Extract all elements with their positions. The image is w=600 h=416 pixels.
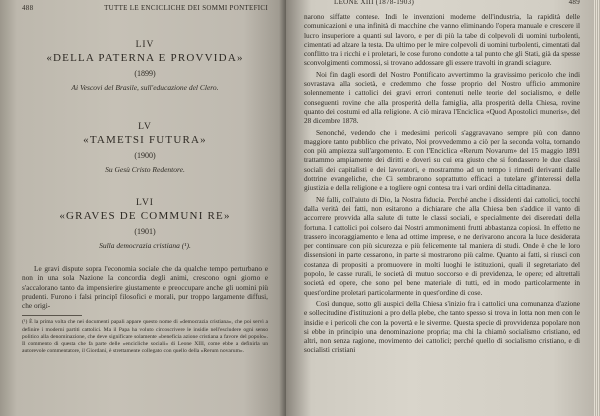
body-paragraph: Noi fin dagli esordi del Nostro Pontificato avvertimmo la gravissimo pericolo che indi sovrastava alla società, e credemmo che fosse proprio del Nostro ufficio ammonire solennemente i cattolici dei gravi errori contenuti nelle teorie del socialismo, e delle conseguenti rovine che alla prosperità della famiglia, alla prosperità della Chiesa, rovine quanto dei costumi ed alla religione. A ciò mirava l'Enciclica «Quod Apostolici muneris», del 28 dicembre 1878. xyxy=(304,69,580,126)
document-number: LV xyxy=(138,122,152,132)
left-running-title: TUTTE LE ENCICLICHE DEI SOMMI PONTEFICI xyxy=(104,4,268,12)
footnote: (¹) È la prima volta che nei documenti papali appare questo nome di «democrazia cristiana», che poi servì a definire i moderni partiti cattolici. Ma il Papa ha voluto circoscrivere le insidie nell'escludere ogni senso politico alla denominazione, che deve significare solamente «beneficia azione cristiana a favore del popolo». Il commento di questa che fa parte delle «encicliche sociali» di Leone XIII, come ebbe a definirla un autorevole commentatore, il Giordani, è strettamente collegato con quello della «Rerum novarum». xyxy=(22,319,268,355)
body-paragraph: Senonché, vedendo che i medesimi pericoli s'aggravavano sempre più con danno maggiore tanto pubblico che privato, Noi provvedemmo a ciò per la seconda volta, tornando con più ampiezza sull'argomento. E con l'Enciclica «Rerum Novarum» del 15 maggio 1891 trattammo ampiamente dei diritti e doveri su cui era giusto che si fondassero le due classi sociali dei capitalisti e dei lavoratori, e mostrammo ad un tempo i rimedi derivanti dalle dottrine evangeliche, che Ci sembrarono soprattutto efficaci a tutelare gl'interessi della giustizia e della religione e a togliere ogni contesa tra i vari ordini della cittadinanza. xyxy=(304,127,580,193)
left-page-number: 488 xyxy=(22,4,34,12)
document-number: LIV xyxy=(135,40,155,50)
document-liv xyxy=(22,40,268,92)
body-paragraph: narono siffatte contese. Indi le invenzioni moderne dell'industria, la rapidità delle comunicazioni e una infinità di macchine che vanno eliminando l'opera manuale e crescere il lucro insuperiore a quanti sul lavoro, e per di più la tabe di colpevoli di uomini turbolenti, cimentati ad alzare la testa. Da ultimo per le mire colpevoli di uomini turbolenti, cimentati dal conflitto tra i ricchi e i proletari, le cose furono condotte a tal punto che gli Stati, già da spesse sconvolgimenti commossi, si trovano addossare gli essere travolti in grandi sciagure. xyxy=(304,12,580,68)
document-lv xyxy=(22,122,268,174)
document-lvi xyxy=(22,198,268,250)
document-subtitle: Sulla democrazia cristiana (¹). xyxy=(99,241,191,250)
right-running-title: LEONE XIII (1878-1903) xyxy=(334,0,415,6)
left-running-head xyxy=(22,4,268,12)
document-subtitle: Su Gesù Cristo Redentore. xyxy=(105,165,185,174)
document-year: (1900) xyxy=(134,151,156,160)
document-year: (1901) xyxy=(134,227,156,236)
body-paragraph: Né falli, coll'aiuto di Dio, la Nostra fiducia. Perché anche i dissidenti dai cattolici, tocchi dalla verità dei fatti, non esitarono a dichiarare che alla Chiesa ben s'addice il vanto di accorrere provvida alla salute di tutte le classi sociali, e specialmente dei diseredati della fortuna. I cattolici poi colsero dai Nostri ammonimenti frutti abbastanza copiosi. In effetto ne trassero incoraggiamento e lena ad ottime imprese, e ne derivarono ancora la luce desiderata per continuare con più sicurezza e più felicemente tal maniera di studi. Onde è che le loro dissensioni in parte cessarono, in parte si mostrarono più calme. Quanto ai fatti, si riusci con costanza di propositi a promuovere in molti luoghi le istituzioni, quali il segretariato del popolo, le casse rurali, le società di mutuo soccorso e di previdenza, le opere; ed altrettali società ed opere, che sono pel bene materiale di tutti, ed in modo particolarmente in quest'ordine proletari particolarmente in quest'ordine di cose. xyxy=(304,194,580,297)
left-body-text xyxy=(22,264,268,310)
footnote-divider xyxy=(22,315,82,316)
document-title: «DELLA PATERNA E PROVVIDA» xyxy=(46,52,244,64)
document-number: LVI xyxy=(136,198,154,208)
right-body-text xyxy=(304,12,580,355)
right-page-number: 489 xyxy=(568,0,580,6)
body-paragraph: Le gravi dispute sopra l'economia sociale che da qualche tempo perturbano e non in una sola Nazione la concordia degli animi, crescono ogni giorno e s'accalorano tanto da impensierire giustamente e preoccupare anche gli uomini più prudenti. Furono i falsi principî filosofici e morali, pur troppo largamente diffusi, che origi- xyxy=(22,264,268,311)
document-year: (1899) xyxy=(134,69,156,78)
body-paragraph: Così dunque, sotto gli auspici della Chiesa s'inizio fra i cattolici una comunanza d'azione e sollecitudine d'istituzioni a pro della plebe, che tanto spesso si trova in lotta non men con le insidie e i pericoli che con la povertà e le siverme. Questa specie di provvidenza popolare non si ebbe in principio una denominazione propria; ma chi la chiamò socialismo cristiano, ed altri, non senza ragione, movimento dei cattolici; perché quello di socialismo cristiano, e di socialisti cristiani xyxy=(304,298,580,355)
document-title: «TAMETSI FUTURA» xyxy=(83,134,207,146)
document-subtitle: Ai Vescovi del Brasile, sull'educazione del Clero. xyxy=(71,83,219,92)
page-stack-edge xyxy=(594,0,600,416)
right-running-head xyxy=(304,0,580,6)
right-page xyxy=(286,0,600,416)
document-title: «GRAVES DE COMMUNI RE» xyxy=(59,210,231,222)
left-page xyxy=(0,0,286,416)
